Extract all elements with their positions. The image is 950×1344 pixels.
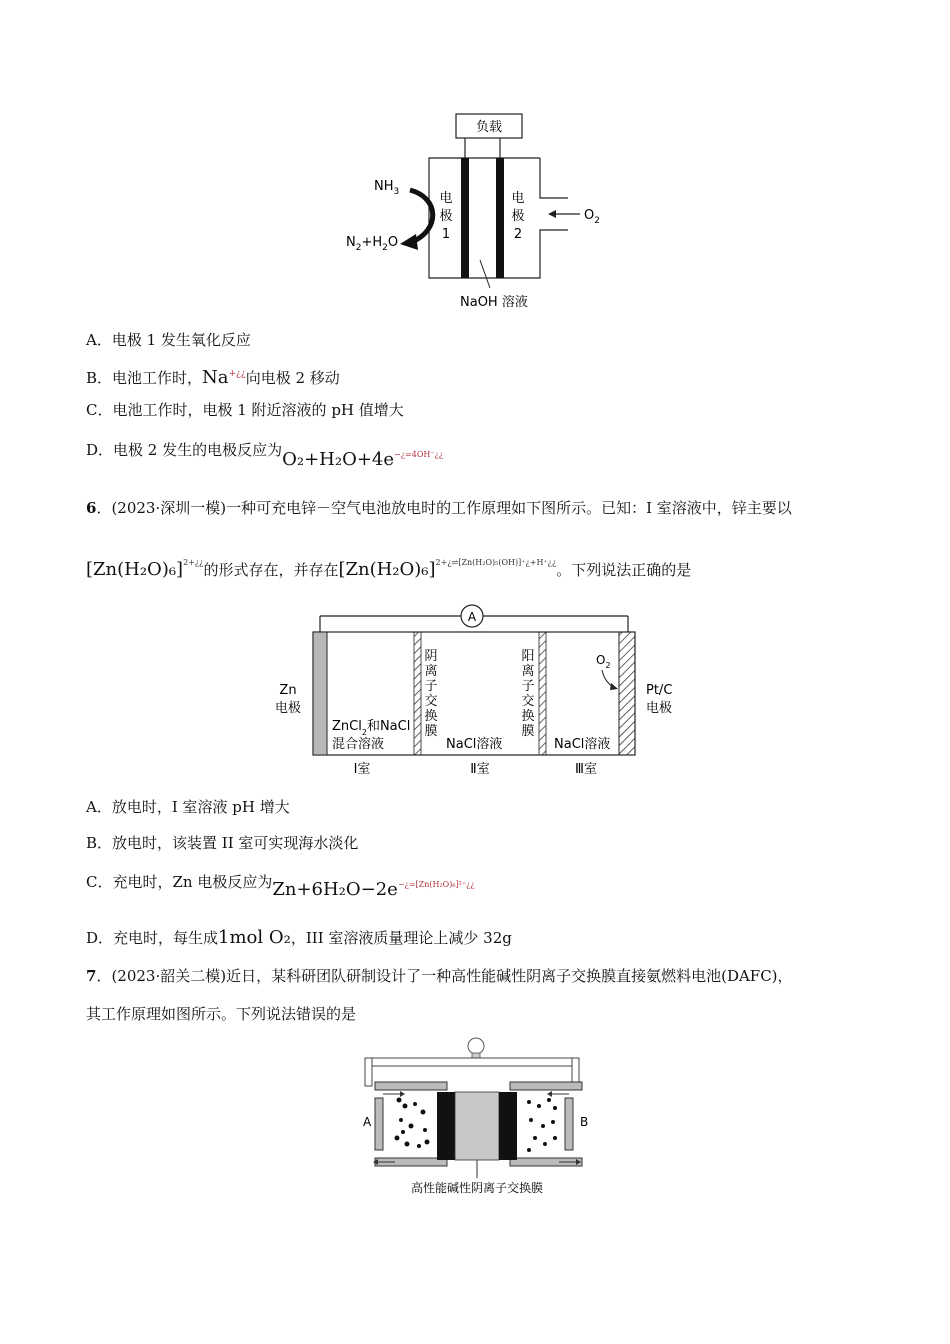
- room2-solution-label: NaCl溶液: [446, 737, 503, 752]
- electrode-1: [461, 158, 469, 278]
- o2-label: $O_2$: [584, 208, 600, 226]
- q6-stem-formula: $[Zn(H_2O)_6]^{2+¿¿}$的形式存在，并存在$[Zn(H_2O)_6]^{2+¿\rightleftharpoons[Zn(H_2O)_5(OH)]^+¿+H^+¿¿}$。下列说法正确的是: [86, 558, 692, 580]
- q5-option-c: C．电池工作时，电极 1 附近溶液的 pH 值增大: [86, 401, 404, 419]
- room3-label: Ⅲ室: [575, 762, 597, 777]
- nh3-label: $NH_3$: [374, 179, 400, 197]
- dafc-diagram: [355, 1034, 595, 1198]
- room1-label: Ⅰ室: [353, 762, 371, 777]
- naoh-label: NaOH 溶液: [460, 295, 528, 310]
- room2-label: Ⅱ室: [470, 762, 490, 777]
- electrode-1-label: 电极 1: [439, 191, 453, 242]
- q6-option-d: D．充电时，每生成1mol O₂，III 室溶液质量理论上减少 32g: [86, 927, 512, 948]
- bulb-icon: [468, 1038, 484, 1059]
- zinc-air-battery-diagram: [270, 602, 680, 780]
- cation-membrane-label: 阳离子交换膜: [521, 649, 535, 739]
- electrode-2-label: 电极 2: [511, 191, 525, 242]
- n2-h2o-label: $N_2+H_2O$: [346, 235, 399, 253]
- ptc-electrode: [619, 632, 635, 755]
- membrane-caption: 高性能碱性阴离子交换膜: [410, 1181, 544, 1195]
- cation-exchange-membrane: [539, 632, 546, 755]
- fuel-cell-diagram: [340, 110, 620, 315]
- electrode-2: [496, 158, 504, 278]
- cathode: [499, 1092, 517, 1160]
- anion-exchange-membrane: [414, 632, 421, 755]
- q6-stem: 6．(2023·深圳一模)一种可充电锌－空气电池放电时的工作原理如下图所示。已知：I 室溶液中，锌主要以: [86, 499, 792, 517]
- q6-option-a: A．放电时，I 室溶液 pH 增大: [86, 798, 290, 816]
- label-a: A: [363, 1115, 372, 1129]
- q5-option-d: D．电极 2 发生的电极反应为O₂+H₂O+4e−¿=4OH⁻¿¿: [86, 441, 444, 470]
- q7-stem-line1: 7．(2023·韶关二模)近日，某科研团队研制设计了一种高性能碱性阴离子交换膜直接氨燃料电池(DAFC)，: [86, 967, 793, 985]
- label-b: B: [580, 1115, 589, 1129]
- q5-option-b: B．电池工作时，Na+¿¿向电极 2 移动: [86, 367, 340, 388]
- load-label: 负载: [475, 120, 503, 135]
- anode: [437, 1092, 455, 1160]
- o2-label: $O_2$: [596, 653, 611, 670]
- svg-text:混合溶液: 混合溶液: [332, 737, 385, 752]
- q7-stem-line2: 其工作原理如图所示。下列说法错误的是: [86, 1005, 357, 1023]
- q5-option-a: A．电极 1 发生氧化反应: [86, 331, 251, 349]
- exchange-membrane: [455, 1092, 499, 1160]
- svg-text:Pt/C电极: Pt/C 电极: [646, 683, 673, 716]
- q6-option-c: C．充电时，Zn 电极反应为Zn+6H₂O−2e−¿=[Zn(H₂O)₆]²⁺¿¿: [86, 873, 475, 900]
- q6-option-b: B．放电时，该装置 II 室可实现海水淡化: [86, 834, 359, 852]
- svg-text:A: A: [467, 610, 477, 624]
- room1-solution-label: ZnCl$_2$和NaCl: [332, 719, 411, 737]
- anion-membrane-label: 阴离子交换膜: [424, 649, 438, 739]
- room3-solution-label: NaCl溶液: [554, 737, 611, 752]
- zn-electrode: [313, 632, 327, 755]
- svg-text:Zn电极: Zn 电极: [274, 683, 302, 716]
